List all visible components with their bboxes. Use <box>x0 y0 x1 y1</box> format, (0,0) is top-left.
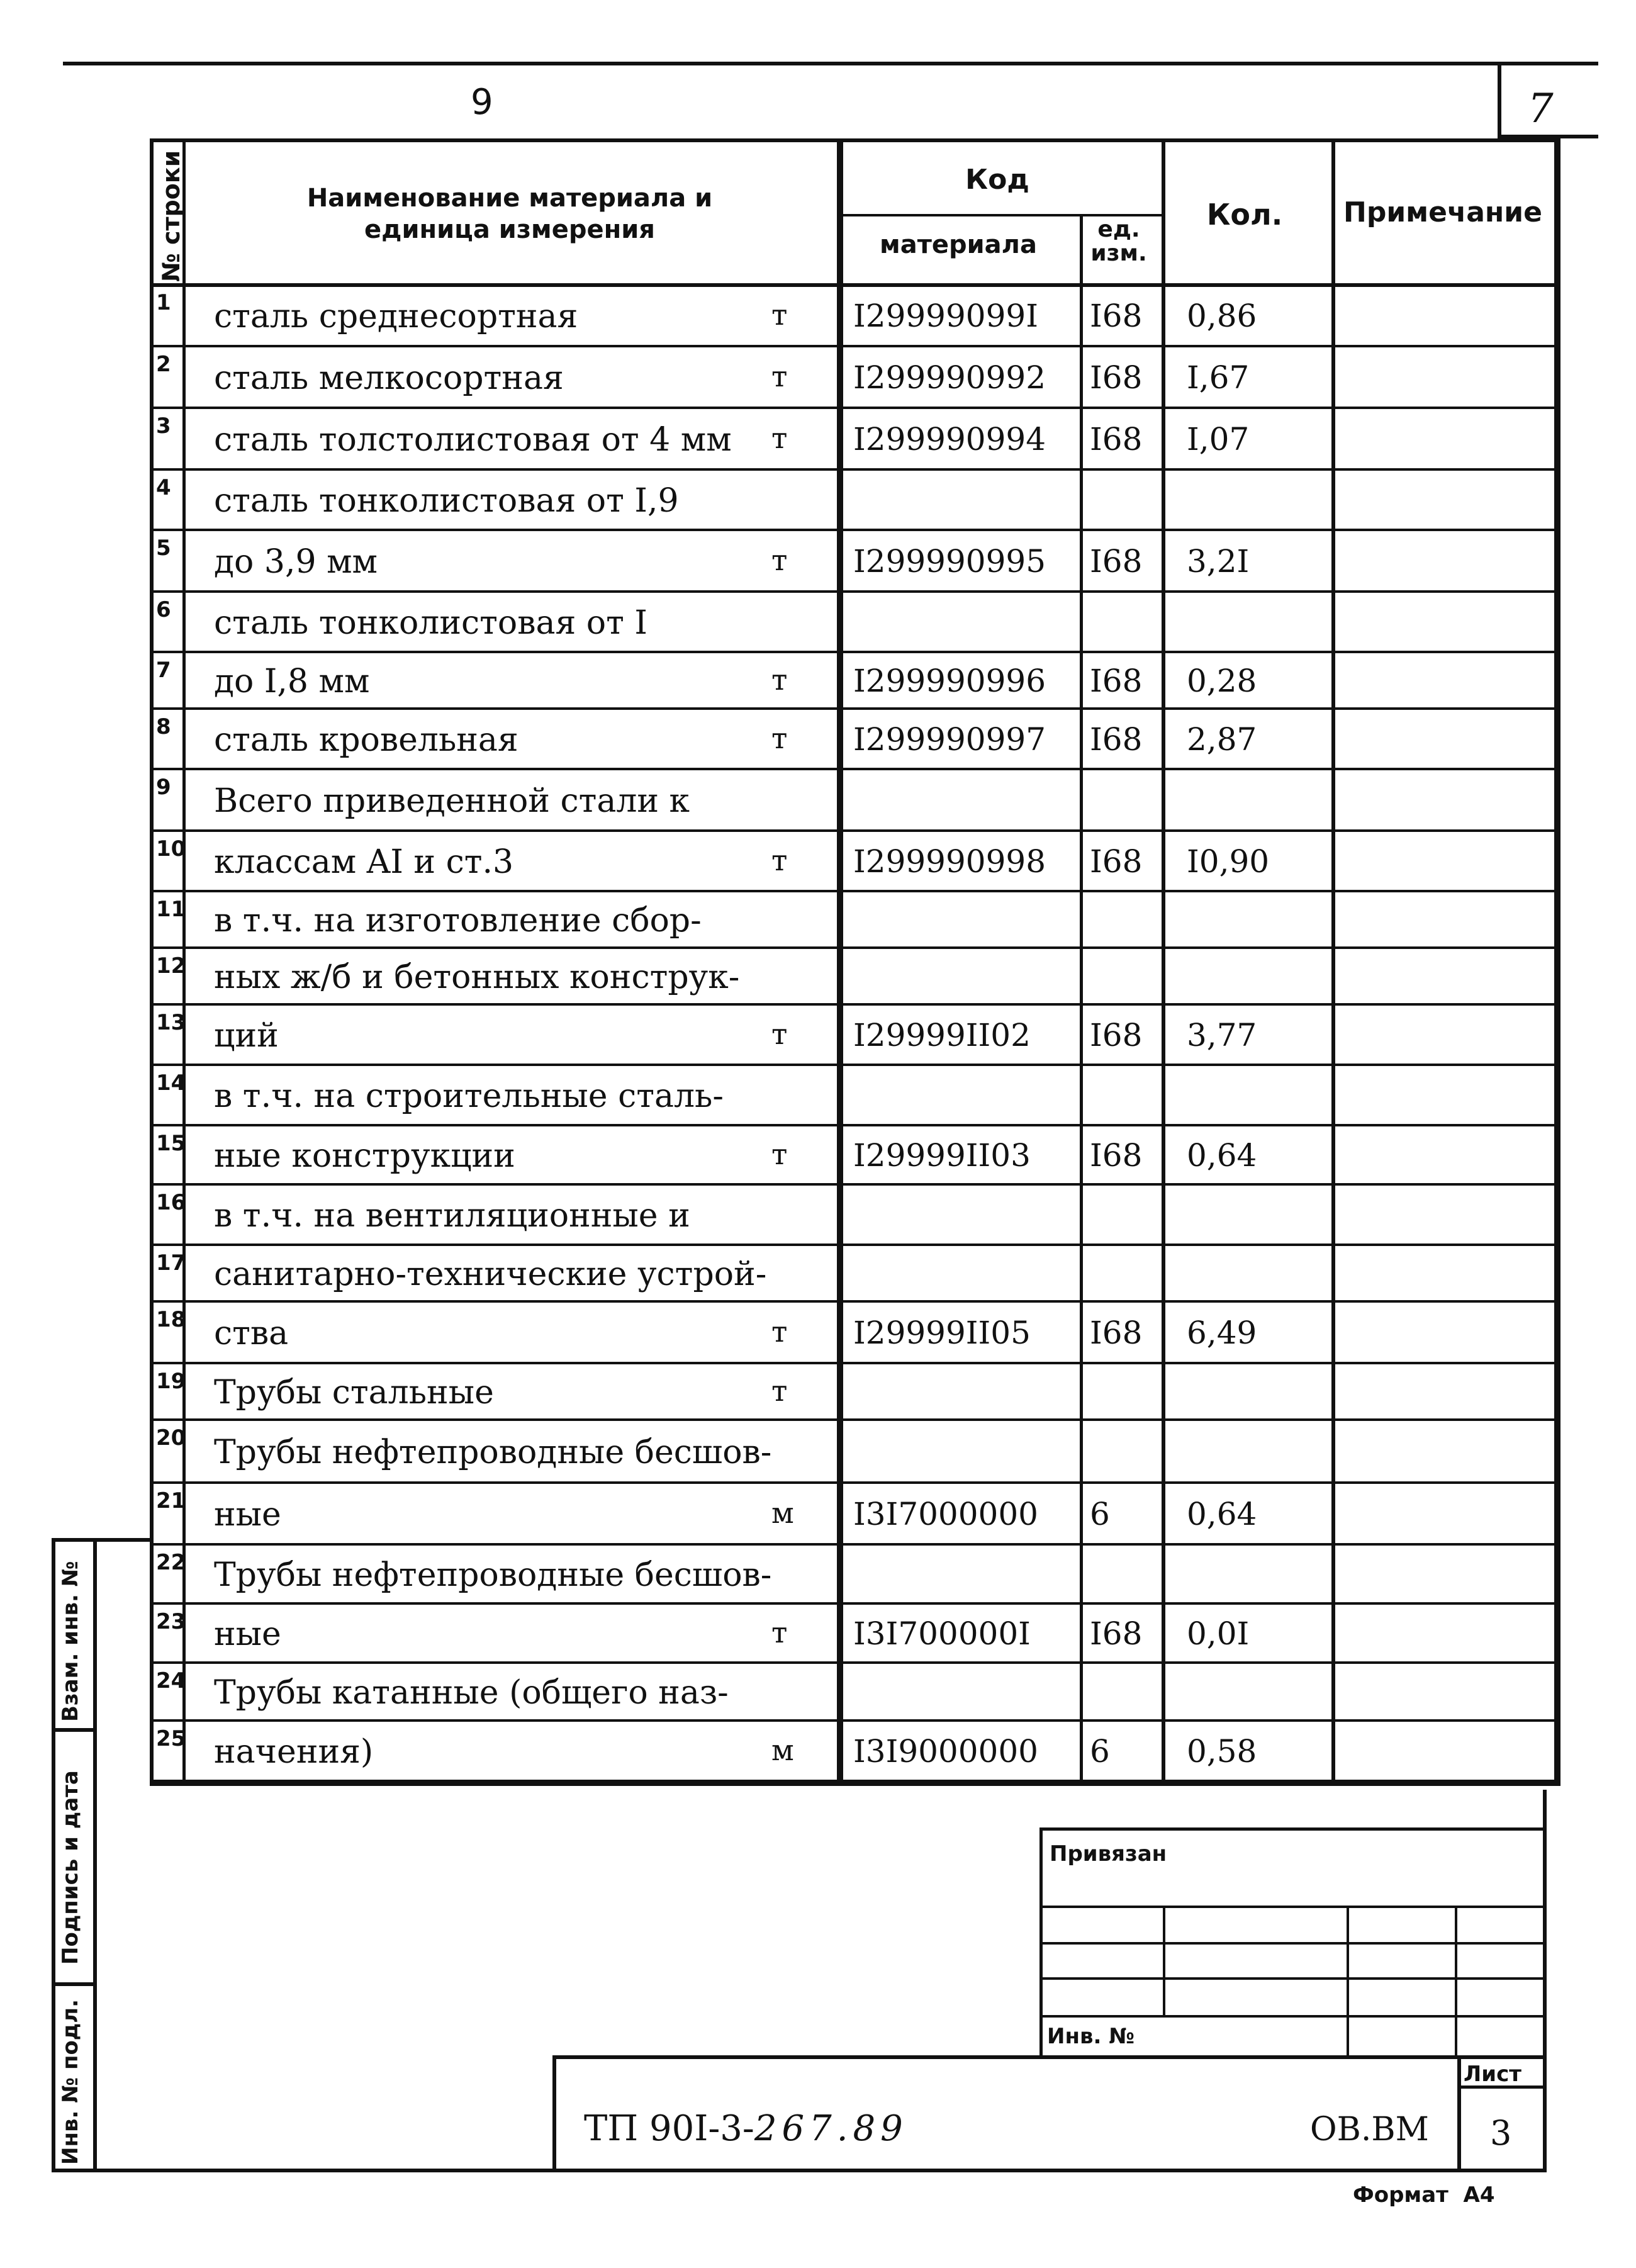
row-number: 19 <box>156 1369 186 1394</box>
unit-code: 6 <box>1090 1733 1110 1770</box>
row-separator <box>150 529 1560 531</box>
measure-unit: т <box>771 298 788 332</box>
quantity: 2,87 <box>1187 721 1257 758</box>
material-name: сталь толстолистовая от 4 мм <box>214 421 732 459</box>
unit-code: I68 <box>1090 1615 1143 1652</box>
note-column-header: Примечание <box>1343 196 1542 228</box>
material-name: ных ж/б и бетонных конструк- <box>214 958 740 996</box>
material-name: сталь тонколистовая от I <box>214 604 647 642</box>
row-number: 11 <box>156 897 186 922</box>
sheet-box-left <box>1457 2055 1461 2172</box>
row-number: 5 <box>156 536 171 561</box>
measure-unit: т <box>771 543 788 577</box>
material-code: I3I700000I <box>853 1615 1031 1652</box>
row-separator <box>150 407 1560 409</box>
inv-podl-label: Инв. № подл. <box>58 1999 83 2165</box>
material-code: I299990994 <box>853 421 1046 458</box>
row-number: 24 <box>156 1668 186 1693</box>
qty-column-border <box>1331 138 1335 1783</box>
material-code: I29999099I <box>853 298 1038 334</box>
side-stamp-top <box>52 1538 150 1542</box>
measure-unit: т <box>771 843 788 877</box>
material-name: Трубы нефтепроводные бесшов- <box>214 1556 772 1594</box>
stamp-privyazan-top <box>1039 1827 1547 1831</box>
unit-code: I68 <box>1090 843 1143 880</box>
material-code: I29999II02 <box>853 1017 1031 1053</box>
material-name: ства <box>214 1315 289 1352</box>
doc-prefix: ТП 90I-3- <box>584 2108 754 2149</box>
unit-subheader <box>1080 218 1158 266</box>
row-separator <box>150 829 1560 832</box>
unit-code: I68 <box>1090 421 1143 458</box>
unit-code: I68 <box>1090 1315 1143 1351</box>
material-code: I299990996 <box>853 663 1046 699</box>
row-number: 12 <box>156 953 186 979</box>
unit-code: 6 <box>1090 1496 1110 1532</box>
material-name: Трубы стальные <box>214 1374 494 1412</box>
material-name: Трубы катанные (общего наз- <box>214 1674 729 1712</box>
row-separator <box>150 707 1560 710</box>
measure-unit: т <box>771 1315 788 1349</box>
measure-unit: т <box>771 1374 788 1408</box>
page-bottom-line <box>52 2169 1547 2172</box>
inv-no-label: Инв. № <box>1047 2024 1135 2049</box>
row-number: 14 <box>156 1070 186 1096</box>
code-column-border <box>1080 214 1083 1783</box>
stamp-col-line2 <box>1347 1906 1349 2058</box>
row-separator <box>150 1481 1560 1484</box>
unit-subheader-line2: изм. <box>1090 240 1147 266</box>
stamp-row-line2 <box>1039 1942 1547 1945</box>
material-code: I3I7000000 <box>853 1496 1038 1532</box>
material-subheader: материала <box>880 230 1037 259</box>
table-right-border <box>1554 138 1560 1783</box>
code-column-header: Код <box>965 164 1029 196</box>
material-name: в т.ч. на вентиляционные и <box>214 1197 690 1235</box>
material-name: сталь кровельная <box>214 721 518 759</box>
row-number: 10 <box>156 836 186 862</box>
row-number: 9 <box>156 775 171 800</box>
measure-unit: т <box>771 359 788 393</box>
measure-unit: т <box>771 721 788 755</box>
row-number-header: № строки <box>157 150 185 282</box>
unit-code: I68 <box>1090 663 1143 699</box>
vzam-inv-label: Взам. инв. № <box>58 1561 83 1722</box>
row-number: 4 <box>156 475 171 500</box>
table-header-bottom <box>150 283 1554 287</box>
row-number: 20 <box>156 1425 186 1451</box>
material-name: Трубы нефтепроводные бесшов- <box>214 1434 772 1471</box>
row-separator <box>150 468 1560 471</box>
material-name: начения) <box>214 1733 374 1771</box>
row-separator <box>150 1300 1560 1303</box>
material-name: санитарно-технические устрой- <box>214 1255 767 1293</box>
row-number: 13 <box>156 1010 186 1035</box>
table-bottom-border <box>150 1780 1560 1786</box>
side-stamp-div1 <box>52 1728 97 1732</box>
side-stamp-div2 <box>52 1982 97 1986</box>
row-number: 16 <box>156 1190 186 1215</box>
row-separator <box>150 1418 1560 1421</box>
row-separator <box>150 1064 1560 1066</box>
quantity: I,67 <box>1187 359 1250 396</box>
stamp-col-line1 <box>1163 1906 1165 2018</box>
quantity: 0,86 <box>1187 298 1257 334</box>
row-separator <box>150 1183 1560 1186</box>
podpis-data-label: Подпись и дата <box>58 1770 83 1965</box>
material-name: сталь среднесортная <box>214 298 578 335</box>
material-code: I29999II03 <box>853 1137 1031 1174</box>
name-column-header-line1: Наименование материала и <box>306 184 713 213</box>
material-name: ные конструкции <box>214 1137 515 1175</box>
corner-mark: 7 <box>1528 86 1554 132</box>
material-code: I299990997 <box>853 721 1046 758</box>
row-separator <box>150 1602 1560 1605</box>
side-stamp-border-left <box>52 1538 55 2172</box>
material-name: сталь мелкосортная <box>214 359 564 397</box>
row-separator <box>150 1243 1560 1246</box>
material-code: I29999II05 <box>853 1315 1031 1351</box>
stamp-col-line3 <box>1455 1906 1457 2058</box>
row-number: 7 <box>156 658 171 683</box>
material-name: классам AI и ст.3 <box>214 843 514 881</box>
quantity: 0,28 <box>1187 663 1257 699</box>
page-right-border <box>1543 1790 1547 2172</box>
measure-unit: м <box>771 1733 794 1767</box>
measure-unit: т <box>771 421 788 455</box>
unit-code: I68 <box>1090 298 1143 334</box>
row-number: 3 <box>156 413 171 439</box>
title-block-top <box>552 2055 1547 2059</box>
row-separator <box>150 1719 1560 1722</box>
row-separator <box>150 1124 1560 1126</box>
row-separator <box>150 890 1560 892</box>
title-block-left <box>552 2055 556 2172</box>
measure-unit: т <box>771 1017 788 1051</box>
header-corner-divider <box>1498 62 1501 138</box>
stamp-row-line3 <box>1039 1977 1547 1980</box>
row-number: 1 <box>156 290 171 315</box>
material-code: I299990992 <box>853 359 1046 396</box>
row-number: 25 <box>156 1726 186 1751</box>
row-number: 17 <box>156 1250 186 1276</box>
material-code: I299990995 <box>853 543 1046 580</box>
doc-designation <box>584 2108 908 2149</box>
material-name: в т.ч. на изготовление сбор- <box>214 902 702 940</box>
quantity: 0,58 <box>1187 1733 1257 1770</box>
row-separator <box>150 590 1560 593</box>
material-code: I3I9000000 <box>853 1733 1038 1770</box>
name-column-header <box>182 184 837 244</box>
sheet-label: Лист <box>1464 2062 1521 2087</box>
row-separator <box>150 1362 1560 1364</box>
unit-column-border <box>1162 138 1165 1783</box>
measure-unit: т <box>771 663 788 697</box>
top-border-line <box>63 62 1598 65</box>
material-name: до 3,9 мм <box>214 543 378 581</box>
row-number: 6 <box>156 597 171 622</box>
row-number: 8 <box>156 714 171 739</box>
quantity: 6,49 <box>1187 1315 1257 1351</box>
unit-code: I68 <box>1090 543 1143 580</box>
row-number: 21 <box>156 1488 186 1513</box>
unit-code: I68 <box>1090 1017 1143 1053</box>
quantity: 0,64 <box>1187 1137 1257 1174</box>
sheet-number: 3 <box>1490 2113 1512 2153</box>
measure-unit: м <box>771 1496 794 1530</box>
material-name: ций <box>214 1017 279 1055</box>
measure-unit: т <box>771 1137 788 1171</box>
unit-subheader-line1: ед. <box>1097 216 1140 242</box>
row-number: 22 <box>156 1550 186 1575</box>
material-name: ные <box>214 1496 281 1534</box>
row-number: 15 <box>156 1131 186 1156</box>
unit-code: I68 <box>1090 1137 1143 1174</box>
name-column-border <box>837 138 843 1783</box>
quantity: 3,2I <box>1187 543 1250 580</box>
unit-code: I68 <box>1090 721 1143 758</box>
unit-code: I68 <box>1090 359 1143 396</box>
table-left-border <box>150 138 154 1783</box>
material-name: сталь тонколистовая от I,9 <box>214 482 679 520</box>
doc-section-code: ОВ.ВМ <box>1310 2111 1429 2148</box>
material-code: I299990998 <box>853 843 1046 880</box>
stamp-row-line4 <box>1039 2015 1547 2018</box>
material-name: Всего приведенной стали к <box>214 782 690 820</box>
row-separator <box>150 651 1560 653</box>
quantity: I,07 <box>1187 421 1250 458</box>
row-number: 23 <box>156 1609 186 1634</box>
quantity: 3,77 <box>1187 1017 1257 1053</box>
row-number: 2 <box>156 352 171 377</box>
row-separator <box>150 1543 1560 1546</box>
material-name: до I,8 мм <box>214 663 370 700</box>
row-separator <box>150 946 1560 949</box>
material-name: в т.ч. на строительные сталь- <box>214 1077 724 1115</box>
quantity: I0,90 <box>1187 843 1270 880</box>
row-separator <box>150 1661 1560 1664</box>
row-separator <box>150 768 1560 770</box>
stamp-row-line1 <box>1039 1906 1547 1908</box>
measure-unit: т <box>771 1615 788 1649</box>
format-label: Формат А4 <box>1353 2182 1495 2208</box>
row-separator <box>150 345 1560 347</box>
page-number: 9 <box>471 82 493 123</box>
name-column-header-line2: единица измерения <box>364 215 655 244</box>
row-separator <box>150 1003 1560 1006</box>
table-top-border <box>150 138 1554 142</box>
privyazan-label: Привязан <box>1050 1841 1167 1867</box>
doc-handwritten-number: 267.89 <box>754 2108 908 2149</box>
row-number: 18 <box>156 1307 186 1332</box>
quantity: 0,0I <box>1187 1615 1250 1652</box>
quantity: 0,64 <box>1187 1496 1257 1532</box>
side-stamp-border-mid <box>93 1538 97 2172</box>
qty-column-header: Кол. <box>1206 198 1283 232</box>
material-name: ные <box>214 1615 281 1653</box>
